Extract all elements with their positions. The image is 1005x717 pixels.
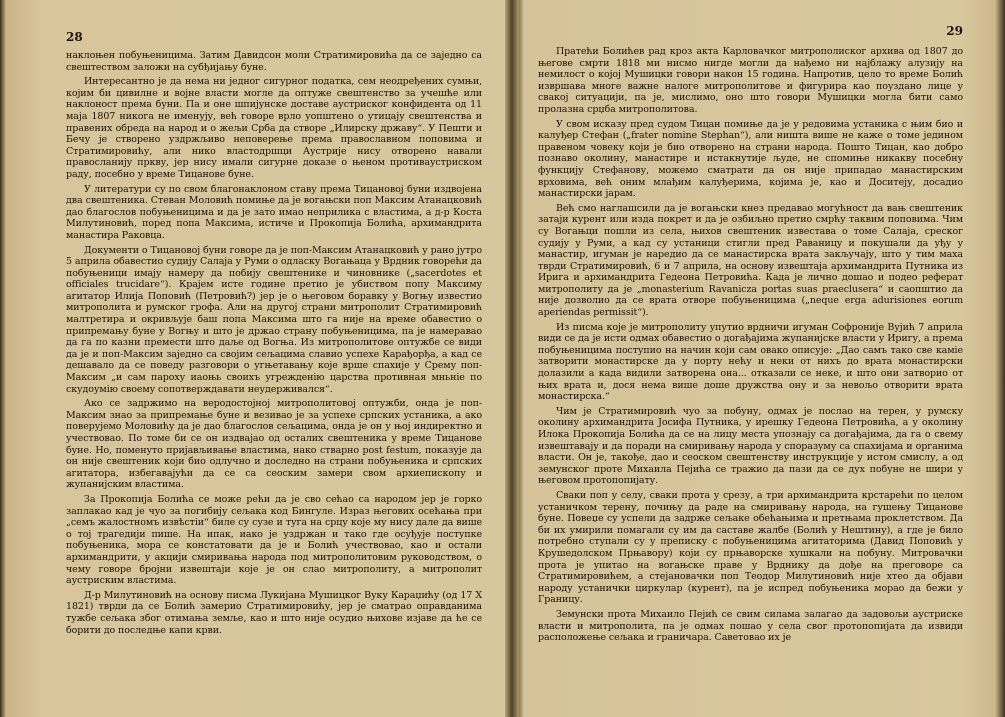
right-paragraph: Чим је Стратимировић чуо за побуну, одмах је послао на терен, у румску околину архимандрита Јосифа Путника, у ирешку Гедеона Петровића, а у околину Илока Прокопија Болића да се на лицу места упознају са догађајима, да га о свему извештавају и да поради на смиривању народа у споразуму са спахијама и органима власти. Он је, такође, дао и сеоском свештенству инструкције у истом смислу, а од земунског проте Михаила Пејића се тражио да пази да се дух побуне не шири у његовом протопопијату. <box>538 405 963 487</box>
left-page-number: 28 <box>66 30 83 44</box>
left-paragraph: У литератури су по свом благонаклоном ставу према Тицановој буни издвојена два свештеника. Стеван Моловић помиње да је вогањски поп Максим Атанацковић дао благослов побуњеницима и да је зато имао неприлика с властима, а д-р Коста Милутиновић, поред попа Максима, истиче и Прокопија Болића, архимандрита манастира Раковца. <box>66 183 482 241</box>
left-paragraph: Д-р Милутиновић на основу писма Лукијана Мушицког Вуку Караџићу (од 17 X 1821) тврди да се Болић замерио Стратимировићу, јер је сматрао оправданима тужбе сељака због отимања земље, као и што није осудио њихове изјаве да ће се борити до последње капи крви. <box>66 589 482 636</box>
right-paragraph: Већ смо наглашсили да је вогањски кнез предавао могућност да вањ свештеник затаји курент или изда покрет и да је озбиљно претио смрћу таквим поповима. Чим су Вогањци пошли из села, њихов свештеник известава о томе Салаја, срeског судију у Руми, а кад су устаници стигли пред Раваницу и покушали да уђу у манастир, игуман је наредио да се манастирска врата закључају, што у тим маха тврди Стратимировић, 6 и 7 априла, на основу извештаја архимандрита Путника из Ирига и архимандрита Гедеона Петровића. Када је лично дошао и подео реферат митрополиту да је „monasterium Ravanicza portas suas praeclusera“ и саопштио да није дозволио да се врата отворе побуњеницима („neque erga adurisiones eorum aperiendas permissit“). <box>538 202 963 319</box>
right-page <box>518 0 1005 717</box>
right-paragraph: У свом исказу пред судом Тицан помиње да је у редовима устаника с њим био и калуђер Стефан („frater nomine Stephan“), али ништа више не каже о томе једином правеном човеку који је био отворено на страни народа. Пошто Тицан, као добро познаво околину, манастире и истакнутије људе, не спомиње никакву посебну функцију Стефанову, можемо сматрати да он није припадао манастирским врховима, већ оним млађим калуђерима, којима је, као и Доситеју, досадио манастирски јарам. <box>538 118 963 200</box>
right-paragraph: Из писма које је митрополиту упутио врдничи игуман Софроније Вујић 7 априла види се да је исти одмах обавестио о догађајима жупанијске власти у Иригу, а према побуњеницима поступио на начин који сам овако описује: „Дао самъ тако све каміе затворити монастирске да у порту нећу и неки от нихъ до врата монастирски долазили а када видили затворена она... отказали се неке, и што они затворио от њих врата и, дося нема више доше дружства ону и за невољо отворити врата монастирска.“ <box>538 321 963 403</box>
left-paragraph: наклоњен побуњеницима. Затим Давидсон моли Стратимировића да се заједно са свештеством заложи на субђијању буне. <box>66 50 482 73</box>
left-paragraph: Документи о Тицановој буни говоре да је поп-Максим Атанацковић у рано јутро 5 априла обавестио судију Салаја у Руми о одласку Вогањаца у Врдник говорећи да побуњеници имају намеру да побију свештенике и чиновнике („sacerdotes et officiales trucidare“). Крајем исте године претио је убиством попу Максиму агитатор Илија Поповић (Петровић?) јер је о његовом боравку у Вогњу известио митрополита и румског грофа. Али на другој страни митрополит Стратимировић малтретира и окривљује баш попа Максима што га није на време обавестио о припремању буне у Вогњу и што је држао страну побуњеницима, па је намеравао да га по казни премести што даље од Вогња. Из митрополитове оптужбе се види да је и поп-Максим заједно са својим сељацима славио успехе Карађорђа, а кад се дешавало да се поведу разговори о угњетавању које врше спахије у Срему поп-Максим „и сам пароху иаоњь своихъ угрежденію царства противная мньніе по скудоумію своему сопотверждавати неудерживался“. <box>66 244 482 395</box>
right-paragraph: Земунски прота Михаило Пејић се свим силама залагао да задовољи аустриске власти и митрополита, па је одмах пошао у села свог протопопијата да извиди расположење сељака и граничара. Саветовао их је <box>538 608 963 644</box>
right-paragraph: Сваки поп у селу, сваки прота у срезу, а три архимандрита крстарећи по целом устаничком терену, почињу да раде на смиривању народа, на гушењу Тицанове буне. Повеџе су успели да задрже сељаке обећањима и претњама проклетством. Да би их умирили помагали су им да саставе жалбе (Болић у Нештину), а где је било потребно ступали су у преписку с побуњеницима агитаторима (Давид Поповић у Крушедолском Прњавору) који су прњаворске хушкали на побуну. Митровачки прота је упитао на вогањске праве у Врднику да дође на преговоре са Стратимировићем, а стејановачки поп Теодор Милутиновић није хтео да објави народу устанички циркулар (курент), па је испред побуњеника морао да бежи у Границу. <box>538 489 963 606</box>
right-page-number: 29 <box>946 24 963 38</box>
left-paragraph: За Прокопија Болића се може рећи да је сво сећао са народом јер је горко заплакао кад је чуо за погибију сељака код Бингуле. Израз његових осећања при „семъ жалостномъ извѣстіи“ биле су сузе и туга на срцу које му нису дале да више о тој трагедији пише. На ипак, иако је уздржан и тако где осуђује поступке побуњеника, мора се констатовати да је и Болић учествовао, као и остали архимандрити, у акцији смиривања народа под митрополитовим руководством, о чему говоре бројни извештаји које је он слао митрополиту, а митрополит аустриским властима. <box>66 493 482 587</box>
book-gutter <box>505 0 519 717</box>
left-paragraph: Ако се задржимо на веродостојној митрополитовој оптужби, онда је поп-Максим знао за припремање буне и везивао је за успехе српских устаника, а ако поверујемо Моловићу да је дао благослов сељацима, онда је он у њој индиректно и учествовао. По томе би се он издвајао од осталих свештеника у време Тицанове буне. Но, поменуто пријављивање властима, нако стварно post festum, показује да он није свештеник који био одлучно и доследно на страни побуњеника и српских агитатора, избегавајући да се са сеоским замери свом архиепископу и жупанијским властима. <box>66 398 482 491</box>
right-paragraph: Пратећи Болићев рад кроз акта Карловачког митрополиског архива од 1807 до његове смрти 1818 ми нисмо нигде могли да нађемо ни најблажу алузију на немилост о којој Мушицки говори након 15 година. Напротив, цело то време Болић извршава многе важне налоге митрополитове и фигурира као поуздано лице у свакој ситуацији, па је, мислимо, оно што говори Мушицки могла бити само пролазна срџба митрополитова. <box>538 46 963 115</box>
left-paragraph: Интересантно је да нема ни једног сигурног податка, сем неодређених сумњи, којим би цивилне и војне власти могле да оптуже свештенство за учешће или наклоност према буни. Па и оне шпијунске доставе аустриског конфидента од 11 маја 1807 никога не именују, већ говоре врло уопштено о утицају свештенства и правених обреда на народ и о жељи Срба да створе „Илирску државу“. У Пешти и Бечу је створено уздржљиво неповерење према православном поповима и Стратимировићу, али нико властодршци Аустрије нису отворено навали правосланију пркву, јер нису имали сигурне доказе о њеном противаустриском раду, посебно у време Тицанове буне. <box>66 76 482 180</box>
